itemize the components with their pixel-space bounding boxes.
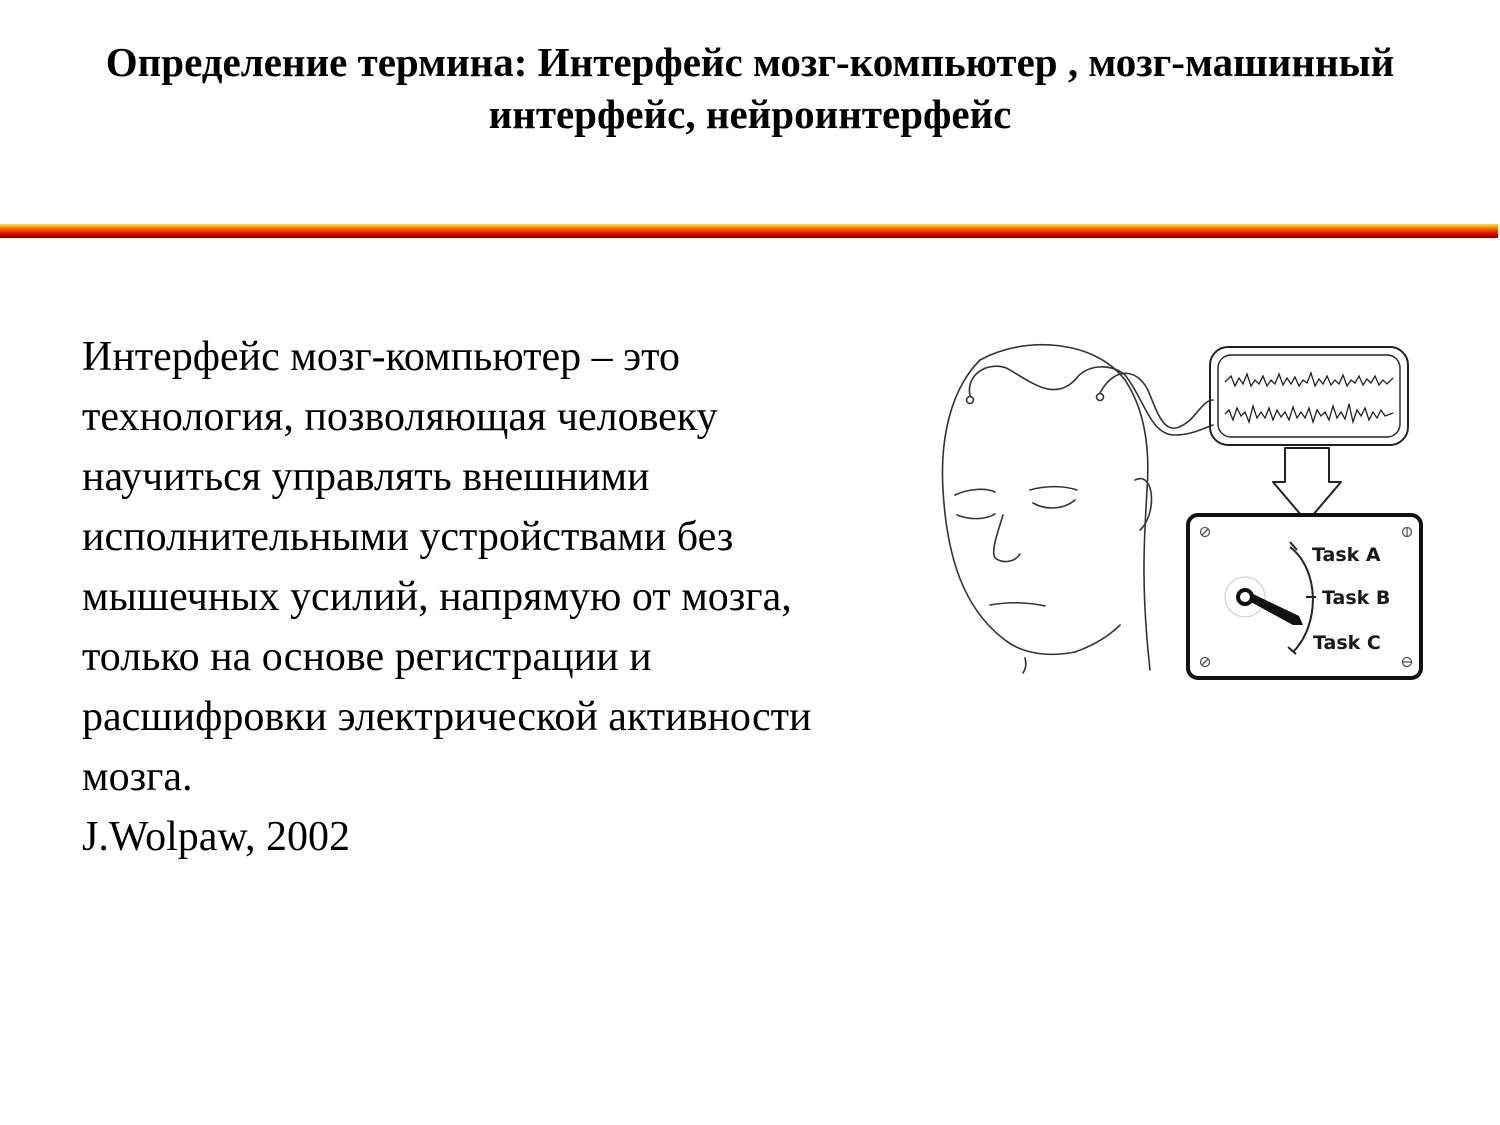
head-back	[980, 345, 1150, 670]
definition-text: Интерфейс мозг-компьютер – это технология, позволяющая человеку научиться управлять внешними исполнительными устройствами без мышечных усилий, напрямую от мозга, только на основе регистрации и расшифровки электрической активности мозга.	[82, 334, 812, 800]
ear-icon	[1135, 479, 1151, 530]
slide-title: Определение термина: Интерфейс мозг-компьютер , мозг-машинный интерфейс, нейроинтерфейс	[105, 39, 1395, 137]
dial-knob	[1238, 590, 1252, 604]
definition-block	[82, 327, 902, 867]
eeg-trace-2	[1225, 404, 1393, 422]
electrode-1	[967, 397, 974, 404]
eeg-monitor	[1210, 347, 1408, 445]
arrow-down-icon	[1273, 448, 1341, 522]
control-panel	[1188, 515, 1421, 678]
title-divider	[0, 224, 1498, 238]
task-label-c: Task C	[1313, 632, 1381, 654]
electrode-2	[1097, 394, 1104, 401]
task-label-a: Task A	[1312, 544, 1381, 566]
task-label-b: Task B	[1322, 587, 1391, 609]
eeg-trace-1	[1225, 373, 1393, 386]
bci-illustration	[935, 340, 1430, 685]
author-citation: J.Wolpaw, 2002	[82, 814, 351, 860]
